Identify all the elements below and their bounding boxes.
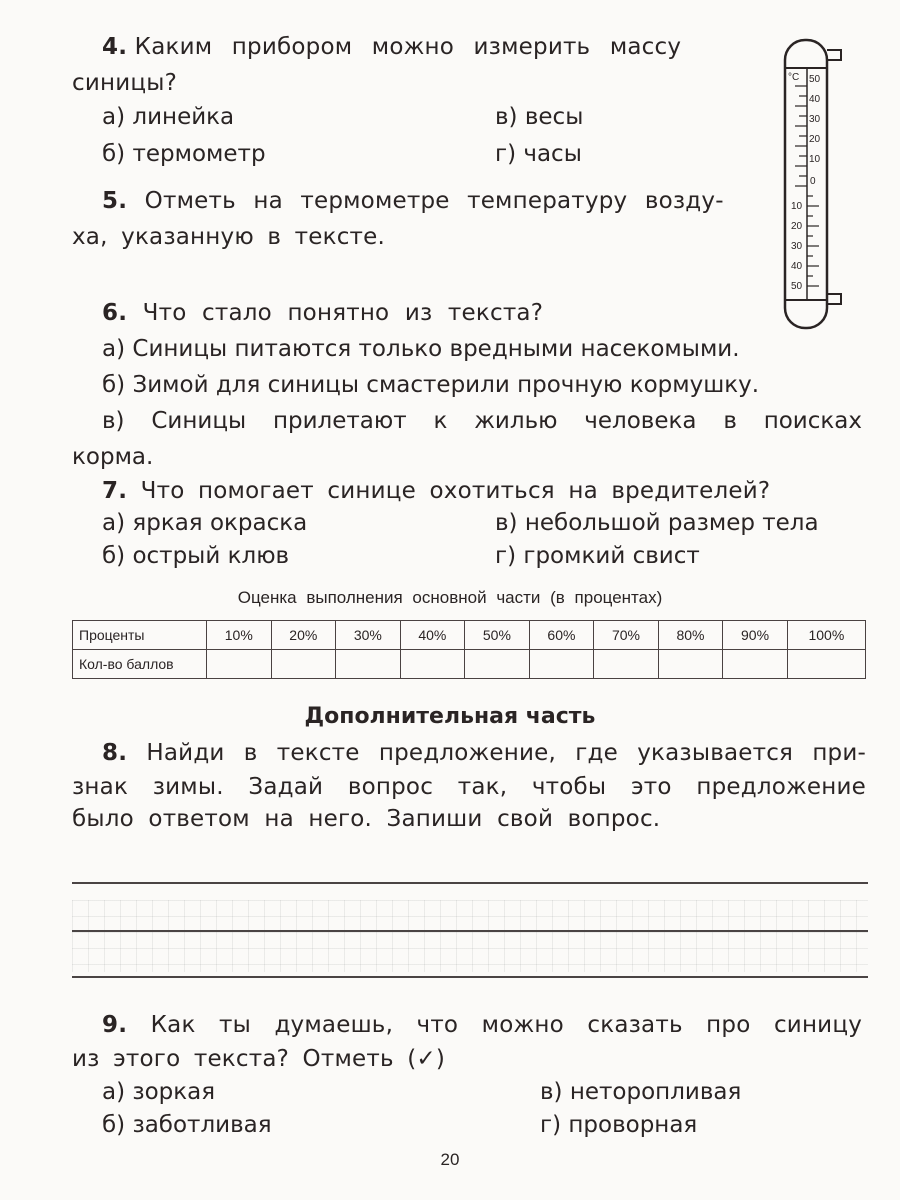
points-cell[interactable] — [271, 650, 336, 679]
q9-line2: из этого текста? Отметь (✓) — [72, 1046, 446, 1072]
q8-text: Найди в тексте предложение, где указывается при- — [146, 740, 866, 766]
percent-cell: 100% — [787, 621, 865, 650]
svg-text:20: 20 — [791, 221, 803, 232]
score-row-percents — [73, 621, 866, 650]
q7-option-v[interactable]: в) небольшой размер тела — [495, 510, 819, 536]
percent-cell: 50% — [465, 621, 530, 650]
q7-option-g[interactable]: г) громкий свист — [495, 543, 700, 569]
q9-option-a[interactable]: а) зоркая — [102, 1079, 216, 1105]
svg-text:30: 30 — [809, 114, 821, 125]
q9-number: 9. — [102, 1012, 128, 1038]
svg-text:40: 40 — [809, 94, 821, 105]
row-label-percents: Проценты — [73, 621, 207, 650]
score-table — [72, 620, 866, 679]
points-cell[interactable] — [594, 650, 659, 679]
q7-option-a[interactable]: а) яркая окраска — [102, 510, 308, 536]
percent-cell: 90% — [723, 621, 788, 650]
percent-cell: 70% — [594, 621, 659, 650]
points-cell[interactable] — [658, 650, 723, 679]
q5-number: 5. — [102, 188, 128, 214]
thermometer-unit: °C — [788, 72, 800, 83]
thermometer-icon — [783, 38, 845, 330]
percent-cell: 60% — [529, 621, 594, 650]
percent-cell: 10% — [207, 621, 272, 650]
points-cell[interactable] — [207, 650, 272, 679]
q9-option-b[interactable]: б) заботливая — [102, 1112, 272, 1138]
q4-line2: синицы? — [72, 70, 178, 96]
q6-option-a[interactable]: а) Синицы питаются только вредными насекомыми. — [102, 336, 740, 362]
q6-number: 6. — [102, 300, 128, 326]
q9-text: Как ты думаешь, что можно сказать про синицу — [150, 1012, 862, 1038]
score-row-points — [73, 650, 866, 679]
q7-text: Что помогает синице охотиться на вредителей? — [140, 478, 771, 504]
q4-option-a[interactable]: а) линейка — [102, 104, 235, 130]
q5-line1 — [102, 188, 738, 214]
q9-option-v[interactable]: в) неторопливая — [540, 1079, 742, 1105]
percent-cell: 80% — [658, 621, 723, 650]
answer-line-2[interactable] — [72, 930, 868, 932]
q4-text: Каким прибором можно измерить массу — [134, 34, 682, 60]
svg-text:50: 50 — [809, 74, 821, 85]
q6-option-b[interactable]: б) Зимой для синицы смастерили прочную кормушку. — [102, 372, 760, 398]
q5-line2: ха, указанную в тексте. — [72, 224, 386, 250]
q4-option-b[interactable]: б) термометр — [102, 141, 266, 167]
svg-text:30: 30 — [791, 241, 803, 252]
points-cell[interactable] — [336, 650, 401, 679]
q7-question — [102, 478, 770, 504]
page-number: 20 — [440, 1150, 460, 1169]
section-title-extra: Дополнительная часть — [304, 704, 596, 729]
score-table-title: Оценка выполнения основной части (в процентах) — [237, 588, 663, 607]
points-cell[interactable] — [465, 650, 530, 679]
points-cell[interactable] — [529, 650, 594, 679]
q6-option-v-cont: корма. — [72, 444, 154, 470]
q9-line1 — [102, 1012, 862, 1038]
q4-number: 4. — [102, 34, 128, 60]
q6-text: Что стало понятно из текста? — [142, 300, 544, 326]
svg-text:10: 10 — [809, 154, 821, 165]
q8-line1 — [102, 740, 866, 766]
q8-line3: было ответом на него. Запиши свой вопрос. — [72, 806, 661, 832]
points-cell[interactable] — [400, 650, 465, 679]
q4-option-g[interactable]: г) часы — [495, 141, 582, 167]
svg-text:0: 0 — [810, 176, 816, 187]
thermometer[interactable] — [783, 38, 845, 330]
q9-option-g[interactable]: г) проворная — [540, 1112, 698, 1138]
svg-text:40: 40 — [791, 261, 803, 272]
q4-option-v[interactable]: в) весы — [495, 104, 584, 130]
q5-text: Отметь на термометре температуру возду- — [144, 188, 724, 214]
q6-question — [102, 300, 543, 326]
percent-cell: 20% — [271, 621, 336, 650]
q8-line2: знак зимы. Задай вопрос так, чтобы это предложение — [72, 774, 866, 800]
percent-cell: 40% — [400, 621, 465, 650]
q4-line1 — [102, 34, 762, 60]
q7-option-b[interactable]: б) острый клюв — [102, 543, 290, 569]
answer-line-3[interactable] — [72, 976, 868, 978]
q7-number: 7. — [102, 478, 128, 504]
points-cell[interactable] — [723, 650, 788, 679]
percent-cell: 30% — [336, 621, 401, 650]
answer-grid-background — [72, 900, 868, 972]
points-cell[interactable] — [787, 650, 865, 679]
q6-option-v[interactable]: в) Синицы прилетают к жилью человека в поисках — [102, 408, 862, 434]
svg-text:50: 50 — [791, 281, 803, 292]
answer-line-1[interactable] — [72, 882, 868, 884]
svg-text:20: 20 — [809, 134, 821, 145]
row-label-points: Кол-во баллов — [73, 650, 207, 679]
svg-text:10: 10 — [791, 201, 803, 212]
q8-number: 8. — [102, 740, 128, 766]
